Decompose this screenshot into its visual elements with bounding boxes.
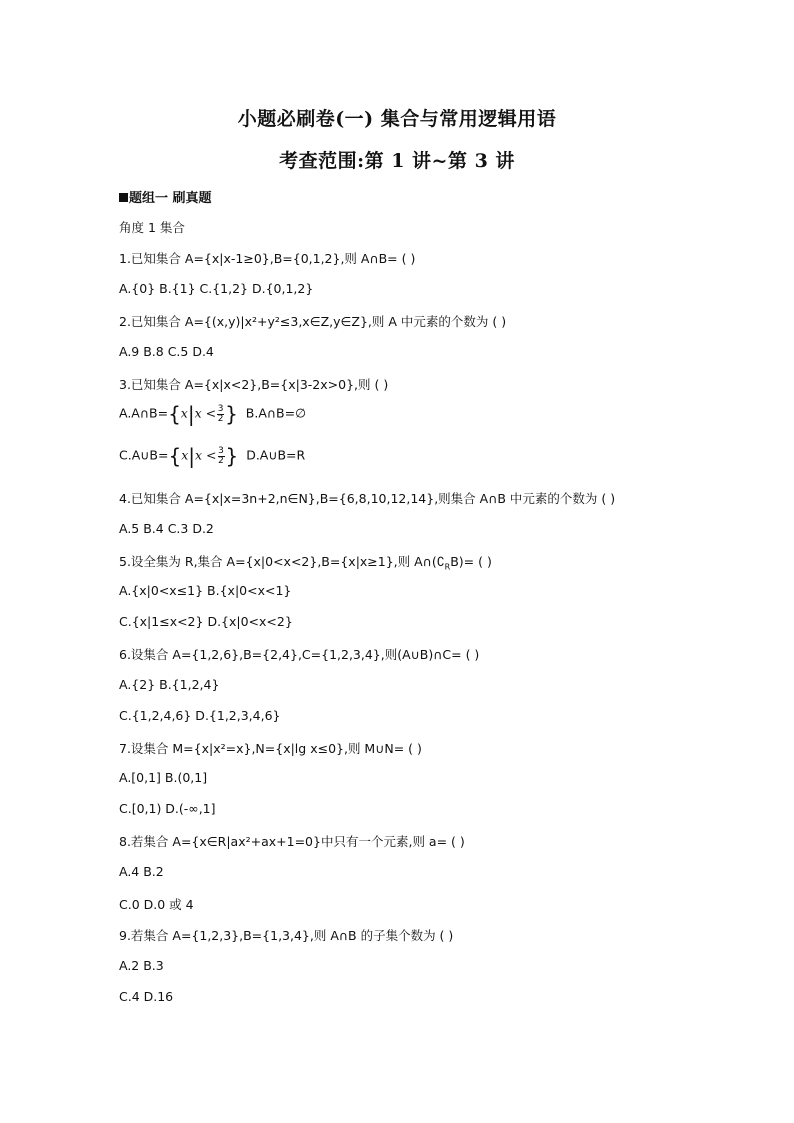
set-brace: } xyxy=(225,402,238,426)
question-6-options-cd: C.{1,2,4,6} D.{1,2,3,4,6} xyxy=(119,708,281,723)
square-bullet-icon xyxy=(119,193,128,202)
option-b: B.A∩B=∅ xyxy=(245,405,306,421)
page-title: 小题必刷卷(一) 集合与常用逻辑用语 xyxy=(237,108,557,130)
question-5-options-cd: C.{x|1≤x<2} D.{x|0<x<2} xyxy=(119,614,293,629)
set-condition: x < xyxy=(194,405,217,421)
question-7: 7.设集合 M={x|x²=x},N={x|lg x≤0},则 M∪N= ( ) xyxy=(119,741,422,756)
question-7-options-ab: A.[0,1] B.(0,1] xyxy=(119,770,208,785)
question-5-text-end: B)= ( ) xyxy=(450,554,492,569)
question-8: 8.若集合 A={x∈R|ax²+ax+1=0}中只有一个元素,则 a= ( ) xyxy=(119,834,465,849)
option-d: D.A∪B=R xyxy=(246,447,306,463)
question-4-options: A.5 B.4 C.3 D.2 xyxy=(119,521,214,536)
question-8-options-cd: C.0 D.0 或 4 xyxy=(119,897,194,912)
question-9-options-cd: C.4 D.16 xyxy=(119,989,174,1004)
question-5-text: 5.设全集为 R,集合 A={x|0<x<2},B={x|x≥1},则 A∩( xyxy=(119,554,437,569)
question-9-options-ab: A.2 B.3 xyxy=(119,958,164,973)
section-label: 题组一 刷真题 xyxy=(129,191,212,206)
set-brace: { xyxy=(168,444,182,468)
complement-symbol: ∁ xyxy=(436,554,445,569)
question-3-options-cd xyxy=(119,446,305,466)
question-6: 6.设集合 A={1,2,6},B={2,4},C={1,2,3,4},则(A∪B)∩C= ( ) xyxy=(119,647,480,662)
option-a-prefix: A.A∩B= xyxy=(119,405,169,421)
fraction-numerator: 3 xyxy=(217,403,224,414)
fraction-denominator: 2 xyxy=(218,455,224,466)
question-9: 9.若集合 A={1,2,3},B={1,3,4},则 A∩B 的子集个数为 ( ) xyxy=(119,928,454,943)
question-2-options: A.9 B.8 C.5 D.4 xyxy=(119,344,214,359)
option-c-prefix: C.A∪B= xyxy=(119,447,169,463)
question-3: 3.已知集合 A={x|x<2},B={x|3-2x>0},则 ( ) xyxy=(119,377,389,392)
fraction-denominator: 2 xyxy=(217,413,224,424)
question-1-options: A.{0} B.{1} C.{1,2} D.{0,1,2} xyxy=(119,281,314,296)
question-3-options-ab xyxy=(119,404,306,424)
question-4: 4.已知集合 A={x|x=3n+2,n∈N},B={6,8,10,12,14},则集合 A∩B 中元素的个数为 ( ) xyxy=(119,491,616,506)
question-8-options-ab: A.4 B.2 xyxy=(119,864,164,879)
question-6-options-ab: A.{2} B.{1,2,4} xyxy=(119,677,220,692)
complement-subscript: R xyxy=(444,562,451,572)
fraction xyxy=(217,405,224,424)
question-2: 2.已知集合 A={(x,y)|x²+y²≤3,x∈Z,y∈Z},则 A 中元素的个数为 ( ) xyxy=(119,314,507,329)
set-brace: } xyxy=(225,444,239,468)
fraction xyxy=(218,447,225,466)
question-1: 1.已知集合 A={x|x-1≥0},B={0,1,2},则 A∩B= ( ) xyxy=(119,251,416,266)
set-bar: | xyxy=(187,402,195,426)
question-5-options-ab: A.{x|0<x≤1} B.{x|0<x<1} xyxy=(119,583,292,598)
set-variable: x xyxy=(180,405,188,421)
fraction-numerator: 3 xyxy=(218,445,224,456)
question-5 xyxy=(119,552,492,572)
angle-heading: 角度 1 集合 xyxy=(119,220,185,235)
set-brace: { xyxy=(168,402,181,426)
set-condition: x < xyxy=(195,447,217,463)
set-variable: x xyxy=(181,447,189,463)
question-7-options-cd: C.[0,1) D.(-∞,1] xyxy=(119,801,216,816)
section-heading xyxy=(119,187,212,206)
page-subtitle: 考查范围:第 1 讲~第 3 讲 xyxy=(279,150,515,172)
set-bar: | xyxy=(188,444,195,468)
